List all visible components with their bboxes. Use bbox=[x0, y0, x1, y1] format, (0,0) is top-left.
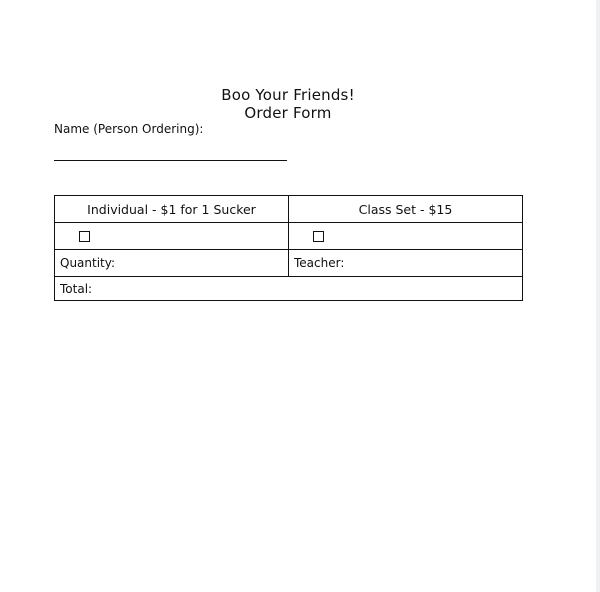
quantity-field[interactable]: Quantity: bbox=[55, 250, 289, 277]
form-title: Boo Your Friends! bbox=[221, 86, 355, 104]
name-input-line[interactable] bbox=[54, 160, 287, 161]
name-label: Name (Person Ordering): bbox=[54, 122, 204, 136]
individual-checkbox-cell bbox=[55, 223, 289, 250]
class-set-option-header: Class Set - $15 bbox=[289, 196, 523, 223]
total-field[interactable]: Total: bbox=[55, 277, 523, 301]
individual-checkbox[interactable] bbox=[79, 231, 90, 242]
teacher-field[interactable]: Teacher: bbox=[289, 250, 523, 277]
individual-option-header: Individual - $1 for 1 Sucker bbox=[55, 196, 289, 223]
class-set-checkbox[interactable] bbox=[313, 231, 324, 242]
order-table bbox=[54, 195, 523, 301]
class-set-checkbox-cell bbox=[289, 223, 523, 250]
table-header-row bbox=[55, 196, 523, 223]
checkbox-row bbox=[55, 223, 523, 250]
total-row bbox=[55, 277, 523, 301]
form-subtitle: Order Form bbox=[244, 104, 332, 122]
page-edge-strip bbox=[596, 0, 600, 592]
quantity-teacher-row bbox=[55, 250, 523, 277]
